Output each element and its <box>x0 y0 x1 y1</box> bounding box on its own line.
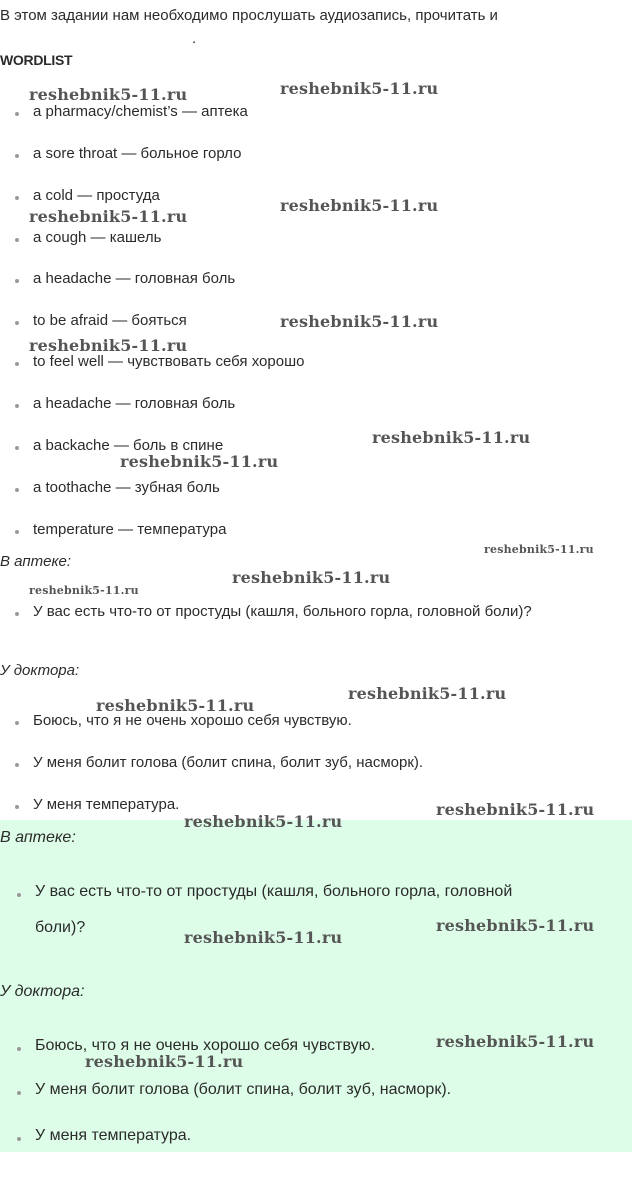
wordlist-item: a toothache — зубная боль <box>33 479 220 496</box>
watermark: reshebnik5-11.ru <box>184 812 343 831</box>
pharmacy-label: В аптеке: <box>0 553 72 570</box>
wordlist-item: a cough — кашель <box>33 229 162 246</box>
wordlist-heading: WORDLIST <box>0 52 73 68</box>
wordlist-item: a headache — головная боль <box>33 270 236 287</box>
watermark: reshebnik5-11.ru <box>120 452 279 471</box>
wordlist-item: a pharmacy/chemist’s — аптека <box>33 103 248 120</box>
intro-dot: . <box>192 30 197 47</box>
watermark: reshebnik5-11.ru <box>96 696 255 715</box>
watermark: reshebnik5-11.ru <box>29 336 188 355</box>
watermark: reshebnik5-11.ru <box>280 312 439 331</box>
watermark: reshebnik5-11.ru <box>85 1052 244 1071</box>
wordlist-item: a cold — простуда <box>33 187 160 204</box>
green-doctor-item: У меня температура. <box>35 1127 192 1144</box>
watermark: reshebnik5-11.ru <box>184 928 343 947</box>
wordlist-item: a headache — головная боль <box>33 395 236 412</box>
watermark: reshebnik5-11.ru <box>280 79 439 98</box>
green-pharmacy-item-continuation: боли)? <box>35 919 86 936</box>
watermark: reshebnik5-11.ru <box>348 684 507 703</box>
green-pharmacy-item: У вас есть что-то от простуды (кашля, больного горла, головной <box>35 883 513 900</box>
wordlist-item: to feel well — чувствовать себя хорошо <box>33 353 305 370</box>
watermark: reshebnik5-11.ru <box>232 568 391 587</box>
green-pharmacy-label: В аптеке: <box>0 829 76 846</box>
watermark: reshebnik5-11.ru <box>29 207 188 226</box>
doctor-item: У меня болит голова (болит спина, болит зуб, насморк). <box>33 754 424 771</box>
watermark: reshebnik5-11.ru <box>436 800 595 819</box>
green-doctor-label: У доктора: <box>0 983 85 1000</box>
highlighted-answer-block <box>0 820 632 1152</box>
doctor-item: У меня температура. <box>33 796 180 813</box>
doctor-item: Боюсь, что я не очень хорошо себя чувствую. <box>33 712 352 729</box>
wordlist-item: to be afraid — бояться <box>33 312 187 329</box>
watermark: reshebnik5-11.ru <box>29 584 139 597</box>
pharmacy-item: У вас есть что-то от простуды (кашля, больного горла, головной боли)? <box>33 603 532 620</box>
wordlist-item: a sore throat — больное горло <box>33 145 242 162</box>
watermark: reshebnik5-11.ru <box>436 916 595 935</box>
doctor-label: У доктора: <box>0 662 80 679</box>
wordlist-item: a backache — боль в спине <box>33 437 224 454</box>
watermark: reshebnik5-11.ru <box>436 1032 595 1051</box>
watermark: reshebnik5-11.ru <box>280 196 439 215</box>
wordlist-item: temperature — температура <box>33 521 227 538</box>
intro-text: В этом задании нам необходимо прослушать аудиозапись, прочитать и <box>0 7 498 24</box>
watermark: reshebnik5-11.ru <box>372 428 531 447</box>
watermark: reshebnik5-11.ru <box>484 543 594 556</box>
green-doctor-item: Боюсь, что я не очень хорошо себя чувствую. <box>35 1037 376 1054</box>
watermark: reshebnik5-11.ru <box>29 85 188 104</box>
green-doctor-item: У меня болит голова (болит спина, болит зуб, насморк). <box>35 1081 452 1098</box>
